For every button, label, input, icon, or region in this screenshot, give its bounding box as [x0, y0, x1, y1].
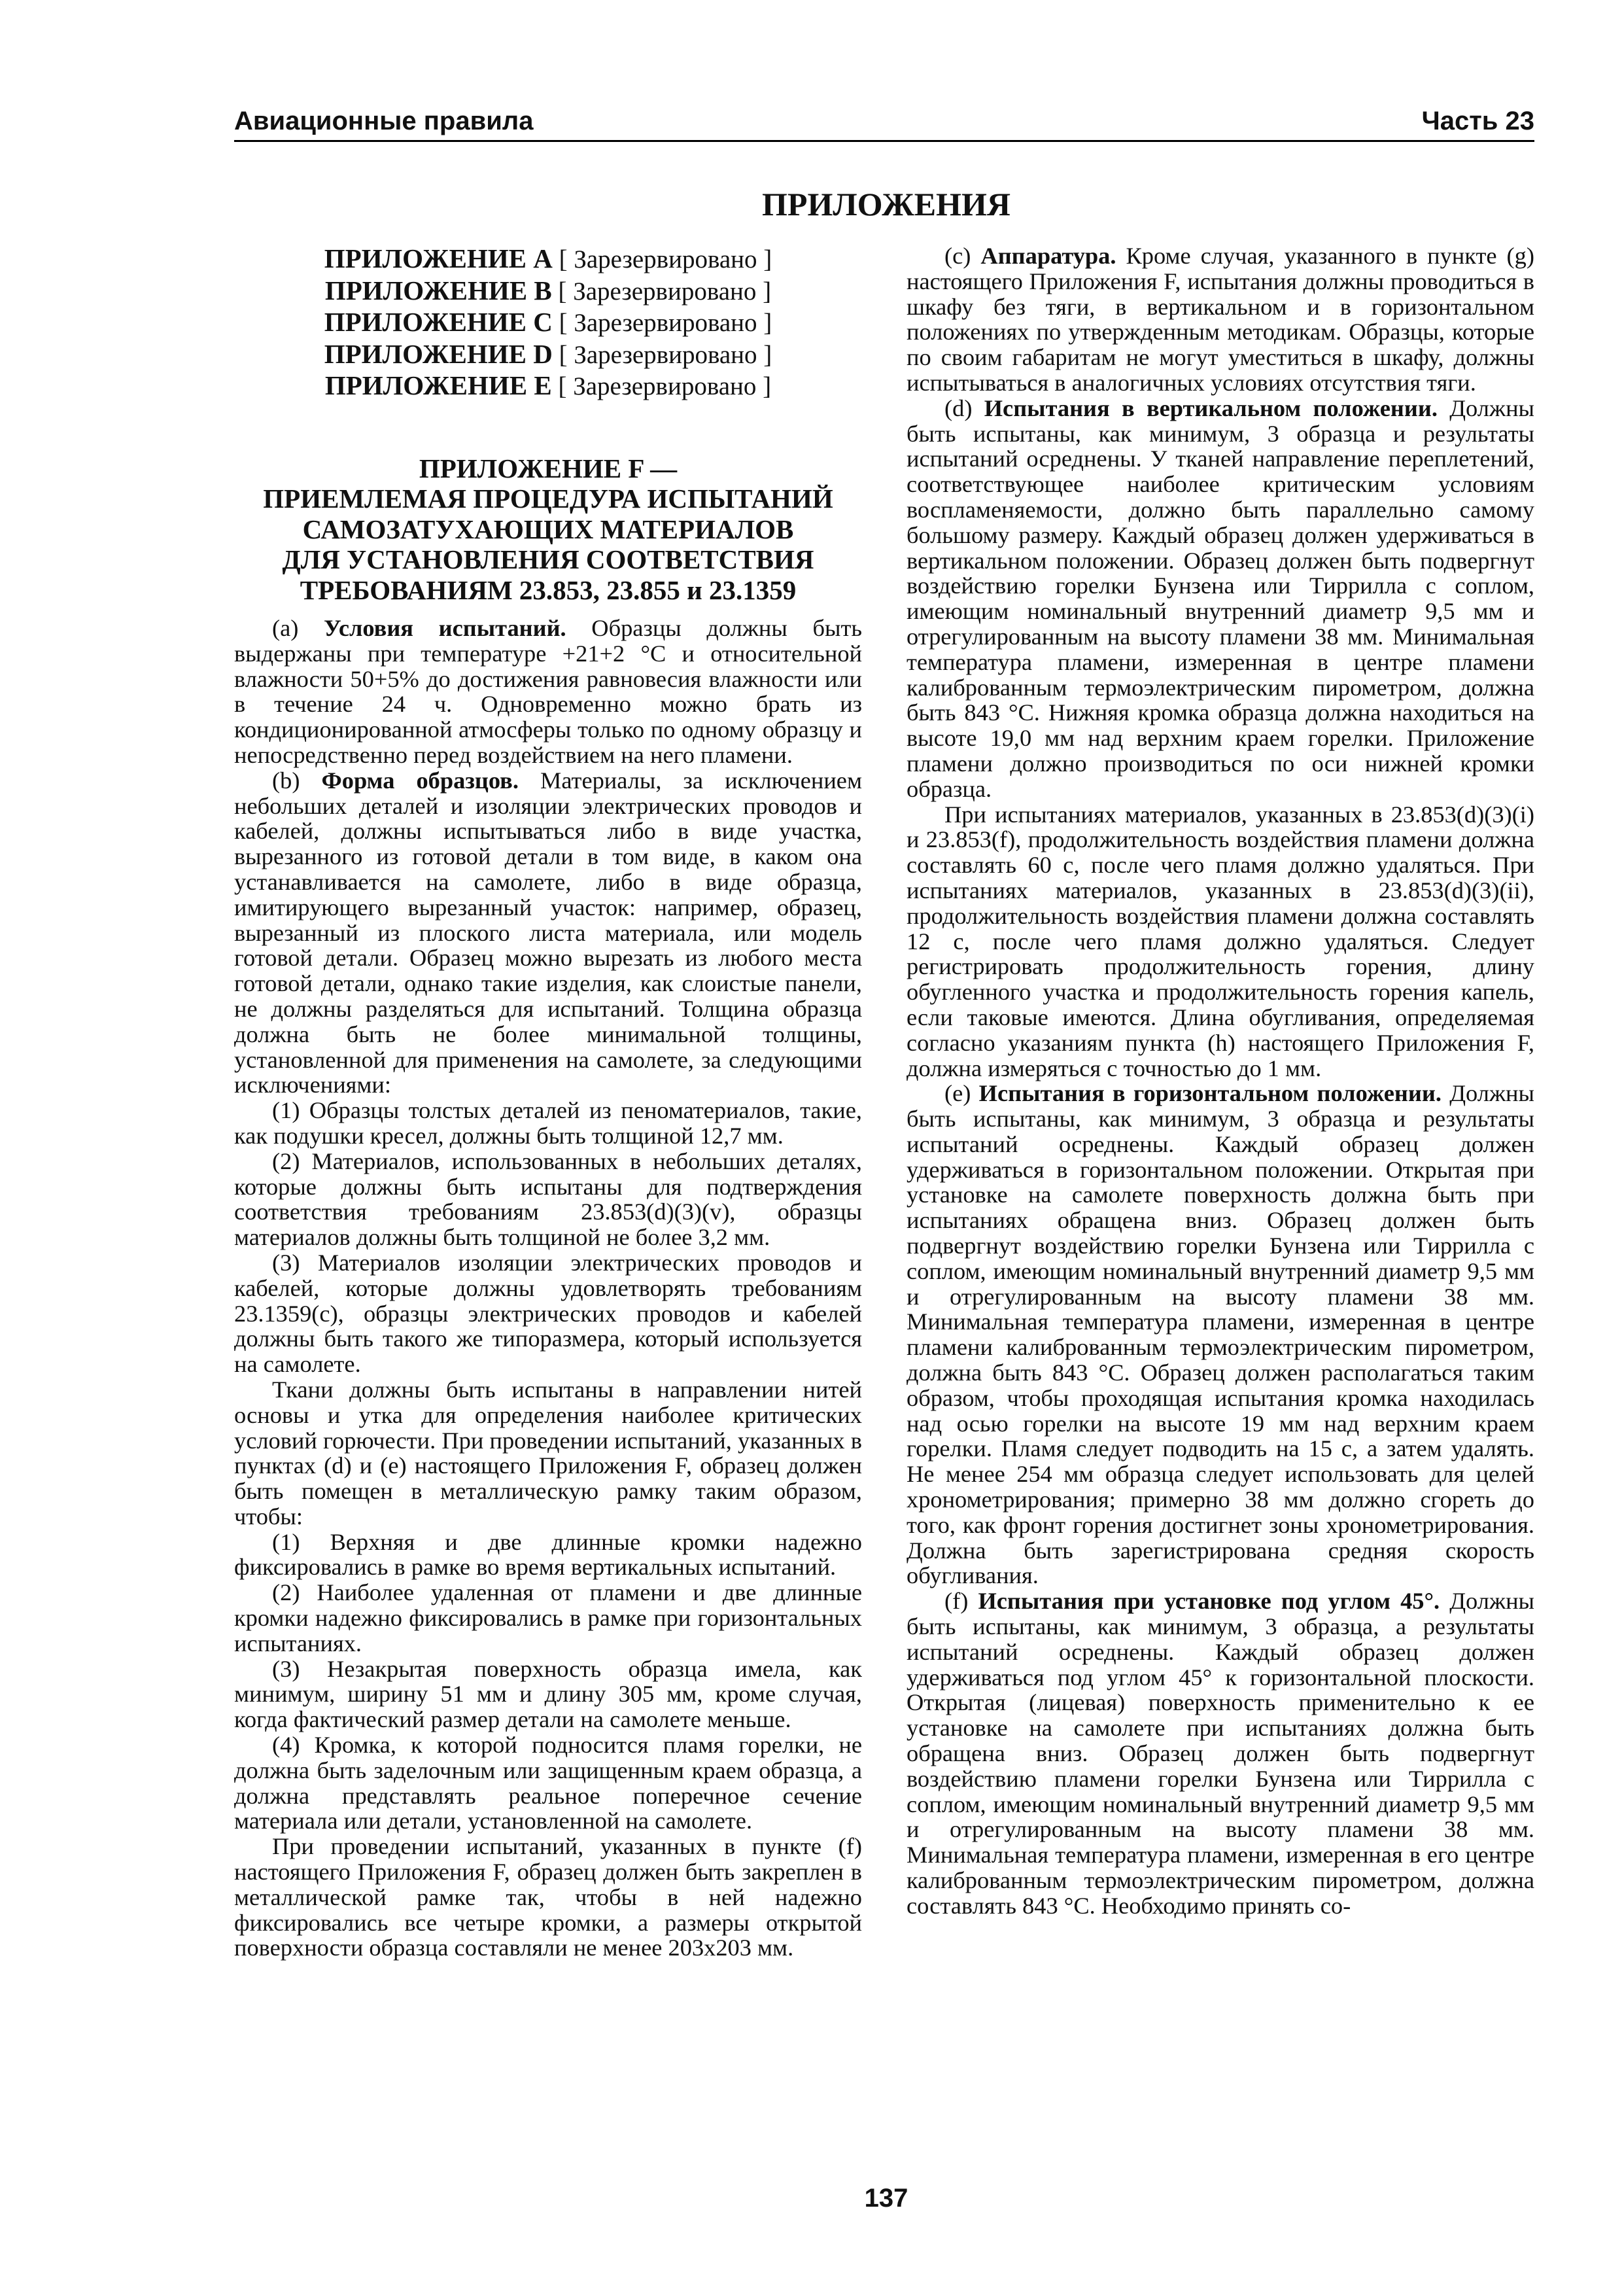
paragraph: (e) Испытания в горизонтальном положении. Должны быть испытаны, как минимум, 3 образца и результаты испытаний осреднены. Каждый образец должен удерживаться в горизонтальном положении. Открытая при установке на самолете поверхность должна быть при испытаниях обращена вниз. Образец должен быть подвергнут воздействию горелки Бунзена или Тиррилла с соплом, имеющим номинальный внутренний диаметр 9,5 мм и отрегулированным на высоту пламени 38 мм. Минимальная температура пламени, измеренная в центре пламени калиброванным термоэлектрическим пирометром, должна быть 843 °С. Образец должен располагаться таким образом, чтобы проходящая испытания кромка находилась над осью горелки на высоте 19 мм над верхним краем горелки. Пламя следует подводить на 15 с, а затем удалять. Не менее 254 мм образца следует использовать для целей хронометрирования; примерно 38 мм должно сгореть до того, как фронт горения достигнет зоны хронометрирования. Должна быть зарегистрирована средняя скорость обугливания. [907, 1080, 1534, 1589]
paragraph: (1) Образцы толстых деталей из пеноматериалов, такие, как подушки кресел, должны быть толщиной 12,7 мм. [234, 1097, 862, 1149]
reserved-appendix-list [234, 243, 862, 402]
paragraph: (2) Наиболее удаленная от пламени и две длинные кромки надежно фиксировались в рамке при горизонтальных испытаниях. [234, 1579, 862, 1656]
page-number: 137 [864, 2184, 908, 2213]
paragraph: (3) Незакрытая поверхность образца имела, как минимум, ширину 51 мм и длину 305 мм, кроме случая, когда фактический размер детали на самолете меньше. [234, 1655, 862, 1733]
reserved-appendix-b: ПРИЛОЖЕНИЕ B [ Зарезервировано ] [324, 275, 772, 306]
header-part: Часть 23 [1421, 107, 1534, 135]
paragraph: При проведении испытаний, указанных в пункте (f) настоящего Приложения F, образец должен быть закреплен в металлической рамке так, чтобы в ней надежно фиксировались все четыре кромки, а размеры открытой поверхности образца составляли не менее 203x203 мм. [234, 1833, 862, 1961]
paragraph: (b) Форма образцов. Материалы, за исключением небольших деталей и изоляции электрических проводов и кабелей, должны испытываться либо в виде участка, вырезанного из готовой детали в том виде, в каком она устанавливается на самолете, либо в виде образца, имитирующего вырезанный участок: например, образец, вырезанный из плоского листа материала, или модель готовой детали. Образец можно вырезать из любого места готовой детали, однако такие изделия, как слоистые панели, не должны разделяться для испытаний. Толщина образца должна быть не более минимальной толщины, установленной для применения на самолете, за следующими исключениями: [234, 767, 862, 1098]
header-title: Авиационные правила [234, 107, 534, 135]
paragraph: (c) Аппаратура. Кроме случая, указанного в пункте (g) настоящего Приложения F, испытания должны проводиться в шкафу без тяги, в вертикальном и в горизонтальном положениях по утвержденным методикам. Образцы, которые по своим габаритам не могут уместиться в шкафу, должны испытываться в аналогичных условиях отсутствия тяги. [907, 243, 1534, 396]
paragraph: При испытаниях материалов, указанных в 23.853(d)(3)(i) и 23.853(f), продолжительность воздействия пламени должна составлять 60 с, после чего пламя должно удаляться. При испытаниях материалов, указанных в 23.853(d)(3)(ii), продолжительность воздействия пламени должна составлять 12 с, после чего пламя должно удаляться. Следует регистрировать продолжительность горения, длину обугленного участка и продолжительность горения капель, если таковые имеются. Длина обугливания, определяемая согласно указаниям пункта (h) настоящего Приложения F, должна измеряться с точностью до 1 мм. [907, 801, 1534, 1081]
running-header [234, 103, 1534, 142]
page-title: ПРИЛОЖЕНИЯ [762, 186, 1011, 222]
paragraph: (2) Материалов, использованных в небольших деталях, которые должны быть испытаны для подтверждения соответствия требованиям 23.853(d)(3)(v), образцы материалов должны быть толщиной не более 3,2 мм. [234, 1148, 862, 1251]
paragraph: (4) Кромка, к которой подносится пламя горелки, не должна быть заделочным или защищенным краем образца, а должна представлять реальное поперечное сечение материала или детали, установленной на самолете. [234, 1732, 862, 1834]
paragraph: (3) Материалов изоляции электрических проводов и кабелей, которые должны удовлетворять требованиям 23.1359(c), образцы электрических проводов и кабелей должны быть такого же типоразмера, который используется на самолете. [234, 1249, 862, 1378]
right-body-text [907, 243, 1534, 1919]
reserved-appendix-c: ПРИЛОЖЕНИЕ C [ Зарезервировано ] [324, 307, 772, 337]
reserved-appendix-d: ПРИЛОЖЕНИЕ D [ Зарезервировано ] [324, 338, 772, 369]
left-body-text [234, 616, 862, 1961]
paragraph: (a) Условия испытаний. Образцы должны быть выдержаны при температуре +21+2 °С и относительной влажности 50+5% до достижения равновесия влажности или в течение 24 ч. Одновременно можно брать из кондиционированной атмосферы только по одному образцу и непосредственно перед воздействием на него пламени. [234, 615, 862, 768]
paragraph: Ткани должны быть испытаны в направлении нитей основы и утка для определения наиболее критических условий горючести. При проведении испытаний, указанных в пунктах (d) и (e) настоящего Приложения F, образец должен быть помещен в металлическую рамку таким образом, чтобы: [234, 1376, 862, 1530]
paragraph: (1) Верхняя и две длинные кромки надежно фиксировались в рамке во время вертикальных испытаний. [234, 1528, 862, 1581]
paragraph: (d) Испытания в вертикальном положении. Должны быть испытаны, как минимум, 3 образца и результаты испытаний осреднены. У тканей направление переплетений, соответствующее наиболее критическим условиям воспламеняемости, должно быть параллельно самому большому размеру. Каждый образец должен удерживаться в вертикальном положении. Образец должен быть подвергнут воздействию горелки Бунзена или Тиррилла с соплом, имеющим номинальный внутренний диаметр 9,5 мм и отрегулированным на высоту пламени 38 мм. Минимальная температура пламени, измеренная в центре пламени калиброванным термоэлектрическим пирометром, должна быть 843 °С. Нижняя кромка образца должна находиться на высоте 19,0 мм над верхним краем горелки. Приложение пламени должно производиться по оси нижней кромки образца. [907, 394, 1534, 802]
paragraph: (f) Испытания при установке под углом 45°. Должны быть испытаны, как минимум, 3 образца, а результаты испытаний осреднены. Каждый образец должен удерживаться под углом 45° к горизонтальной плоскости. Открытая (лицевая) поверхность применительно к ее установке на самолете при испытаниях должна быть обращена вниз. Образец должен быть подвергнут воздействию пламени горелки Бунзена или Тиррилла с соплом, имеющим номинальный внутренний диаметр 9,5 мм и отрегулированным на высоту пламени 38 мм. Минимальная температура пламени, измеренная в его центре калиброванным термоэлектрическим пирометром, должна составлять 843 °С. Необходимо принять со- [907, 1588, 1534, 1919]
right-column [907, 243, 1534, 1919]
appendix-f-title: ПРИЛОЖЕНИЕ F — ПРИЕМЛЕМАЯ ПРОЦЕДУРА ИСПЫТАНИЙ САМОЗАТУХАЮЩИХ МАТЕРИАЛОВ ДЛЯ УСТАНОВЛЕНИЯ СООТВЕТСТВИЯ ТРЕБОВАНИЯМ 23.853, 23.855 и 23.1359 [263, 453, 833, 605]
reserved-appendix-e: ПРИЛОЖЕНИЕ E [ Зарезервировано ] [324, 370, 772, 400]
reserved-appendix-a: ПРИЛОЖЕНИЕ A [ Зарезервировано ] [324, 243, 772, 273]
left-column [234, 243, 862, 1961]
